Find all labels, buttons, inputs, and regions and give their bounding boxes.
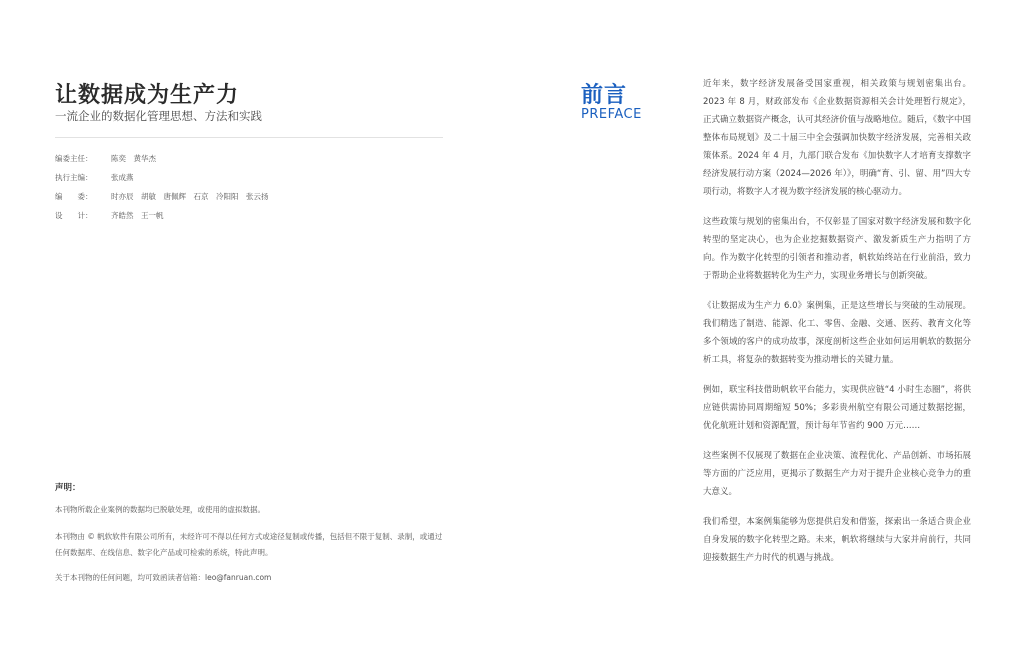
credits-list <box>55 153 269 229</box>
credit-value: 张成燕 <box>111 173 134 182</box>
preface-paragraph: 《让数据成为生产力 6.0》案例集，正是这些增长与突破的生动展现。我们精选了制造、能源、化工、零售、金融、交通、医药、教育文化等多个领域的客户的成功故事，深度剖析这些企业如何运用帆软的数据分析工具，将复杂的数据转变为推动增长的关键力量。 <box>703 301 971 365</box>
credit-row-design <box>55 210 269 229</box>
preface-paragraph: 例如，联宝科技借助帆软平台能力，实现供应链“4 小时生态圈”，将供应链供需协同周期缩短 50%；多彩贵州航空有限公司通过数据挖掘，优化航班计划和资源配置，预计每年节省约 900 万元…… <box>703 385 971 431</box>
preface-heading: 前言 <box>581 83 628 108</box>
preface-heading-en: PREFACE <box>581 107 642 122</box>
credit-label: 编委主任： <box>55 154 93 163</box>
declaration-contact: 关于本刊物的任何问题，均可致函读者信箱：leo@fanruan.com <box>55 573 272 582</box>
declaration-title: 声明： <box>55 483 81 493</box>
preface-paragraph: 我们希望，本案例集能够为您提供启发和借鉴，探索出一条适合贵企业自身发展的数字化转型之路。未来，帆软将继续与大家并肩前行，共同迎接数据生产力时代的机遇与挑战。 <box>703 517 971 563</box>
credit-row-editorial-board <box>55 191 269 210</box>
declaration-data-note: 本刊物所载企业案例的数据均已脱敏处理，或使用的虚拟数据。 <box>55 505 265 514</box>
credit-label: 编 委： <box>55 192 93 201</box>
credit-value: 陈奕 黄华杰 <box>111 154 156 163</box>
page-title: 让数据成为生产力 <box>55 83 240 108</box>
declaration-copyright: 本刊物由 © 帆软软件有限公司所有，未经许可不得以任何方式或途径复制或传播，包括但不限于复制、录制，或通过任何数据库、在线信息、数字化产品或可检索的系统，特此声明。 <box>55 532 443 557</box>
page-subtitle: 一流企业的数据化管理思想、方法和实践 <box>55 109 262 123</box>
preface-paragraph: 近年来，数字经济发展备受国家重视，相关政策与规划密集出台。2023 年 8 月，财政部发布《企业数据资源相关会计处理暂行规定》，正式确立数据资产概念，认可其经济价值与战略地位。随后，《数字中国整体布局规划》及二十届三中全会强调加快数字经济发展，完善相关政策体系。2024 年 4 月，九部门联合发布《加快数字人才培育支撑数字经济发展行动方案（2024—2026 年）》，明确“育、引、留、用”四大专项行动，将数字人才视为数字经济发展的核心驱动力。 <box>703 79 971 197</box>
credit-label: 执行主编： <box>55 173 93 182</box>
credit-value: 时亦辰 胡敏 唐佩辉 石京 冷阳阳 张云扬 <box>111 192 269 201</box>
preface-body <box>703 75 971 579</box>
right-page <box>512 0 1024 664</box>
title-divider <box>55 137 443 138</box>
preface-paragraph: 这些案例不仅展现了数据在企业决策、流程优化、产品创新、市场拓展等方面的广泛应用，更揭示了数据生产力对于提升企业核心竞争力的重大意义。 <box>703 451 971 497</box>
preface-paragraph: 这些政策与规划的密集出台，不仅彰显了国家对数字经济发展和数字化转型的坚定决心，也为企业挖掘数据资产、激发新质生产力指明了方向。作为数字化转型的引领者和推动者，帆软始终站在行业前沿，致力于帮助企业将数据转化为生产力，实现业务增长与创新突破。 <box>703 217 971 281</box>
credit-row-editor-director <box>55 153 269 172</box>
credit-label: 设 计： <box>55 211 93 220</box>
credit-row-executive-editor <box>55 172 269 191</box>
credit-value: 齐皓然 王一帆 <box>111 211 164 220</box>
